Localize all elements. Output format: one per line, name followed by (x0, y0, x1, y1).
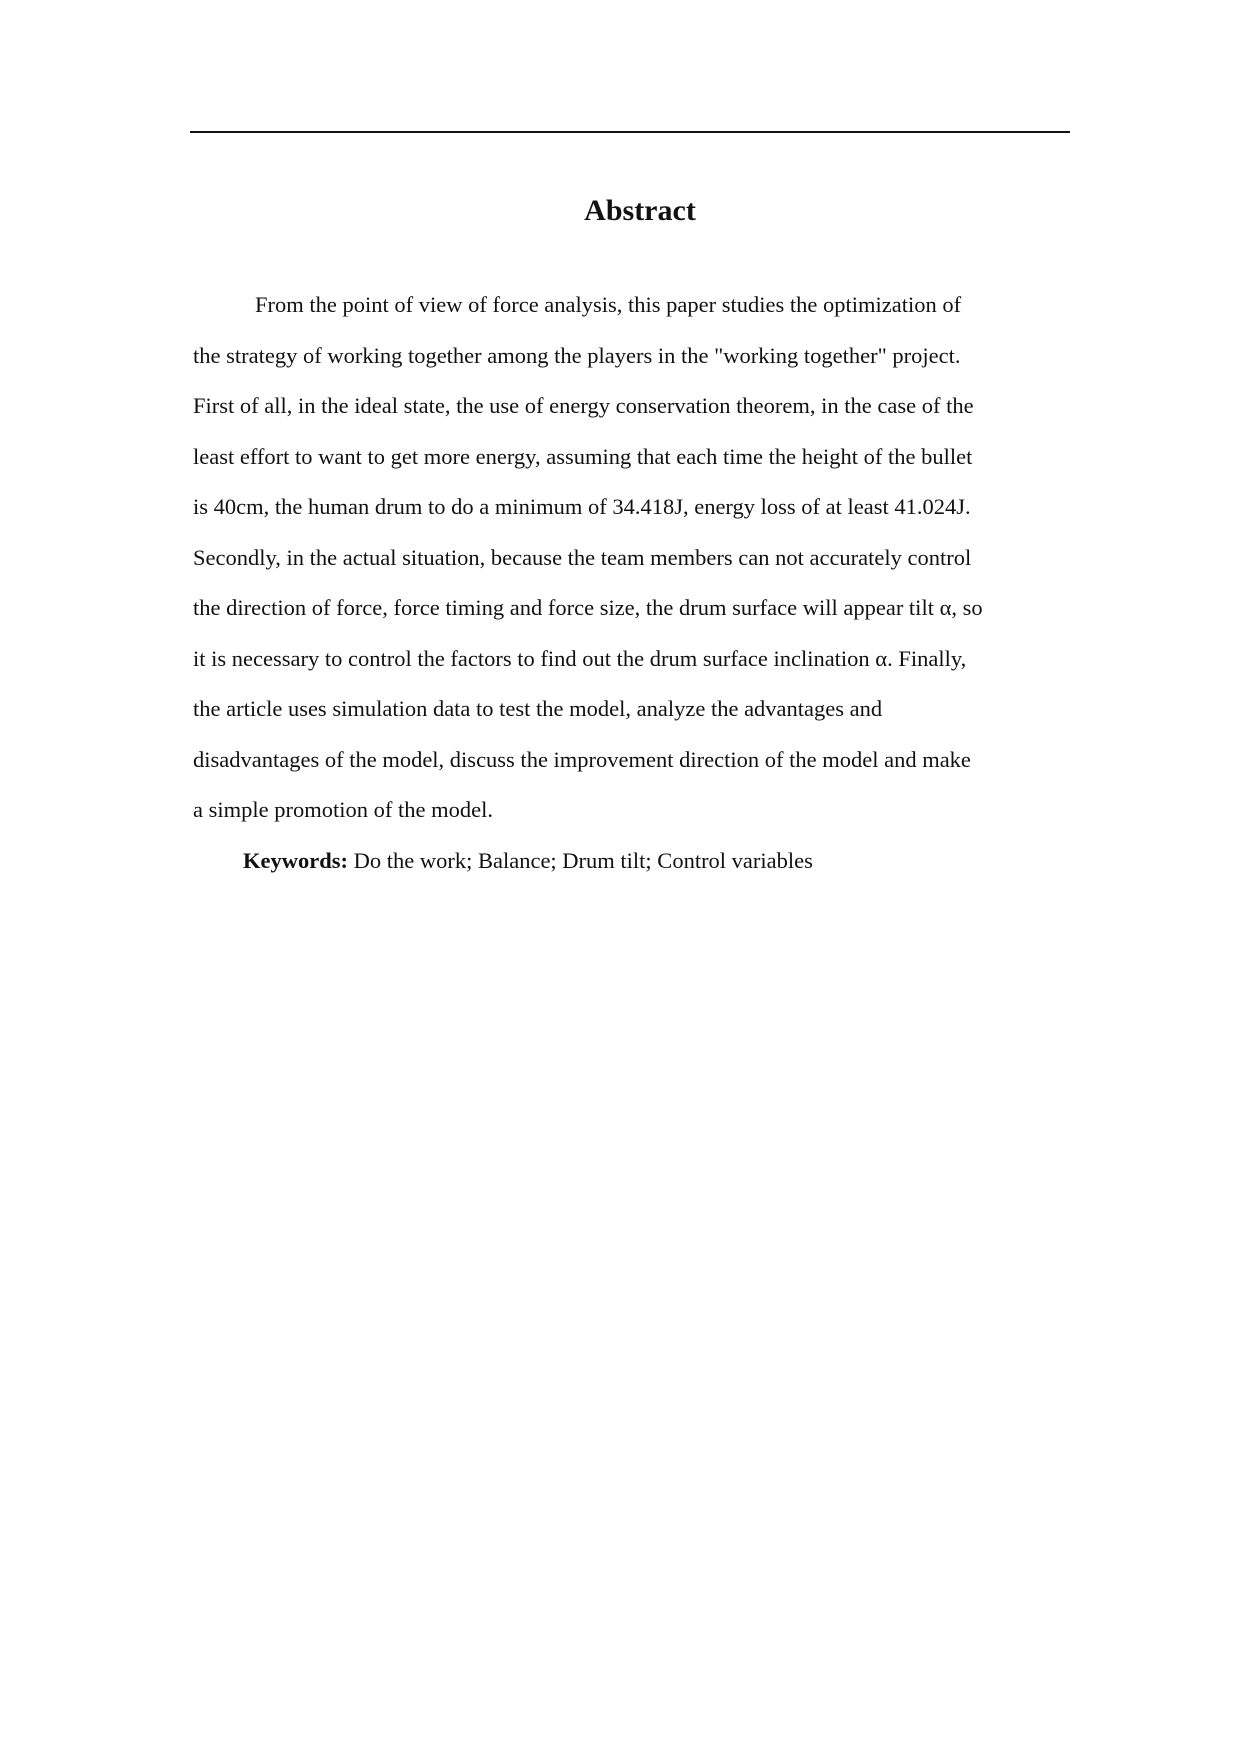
abstract-paragraph (193, 280, 1073, 836)
page-title: Abstract (584, 194, 696, 227)
abstract-line: least effort to want to get more energy, assuming that each time the height of the bullet (193, 443, 973, 469)
abstract-line: First of all, in the ideal state, the use of energy conservation theorem, in the case of the (193, 393, 974, 418)
abstract-line: the direction of force, force timing and force size, the drum surface will appear tilt α, so (193, 595, 983, 620)
abstract-line: disadvantages of the model, discuss the improvement direction of the model and make (193, 746, 971, 772)
abstract-line: a simple promotion of the model. (193, 797, 493, 822)
abstract-line: Secondly, in the actual situation, because the team members can not accurately control (193, 544, 972, 570)
keywords-line (243, 836, 1103, 887)
abstract-line: the strategy of working together among the players in the "working together" project. (193, 342, 961, 368)
abstract-line: it is necessary to control the factors to find out the drum surface inclination α. Finally, (193, 645, 967, 671)
abstract-line: is 40cm, the human drum to do a minimum of 34.418J, energy loss of at least 41.024J. (193, 494, 971, 519)
header-rule (190, 131, 1070, 133)
abstract-line: the article uses simulation data to test the model, analyze the advantages and (193, 696, 883, 721)
abstract-line: From the point of view of force analysis, this paper studies the optimization of (255, 292, 962, 317)
keywords-text: Do the work; Balance; Drum tilt; Control variables (348, 848, 813, 873)
keywords-label: Keywords: (243, 848, 348, 873)
